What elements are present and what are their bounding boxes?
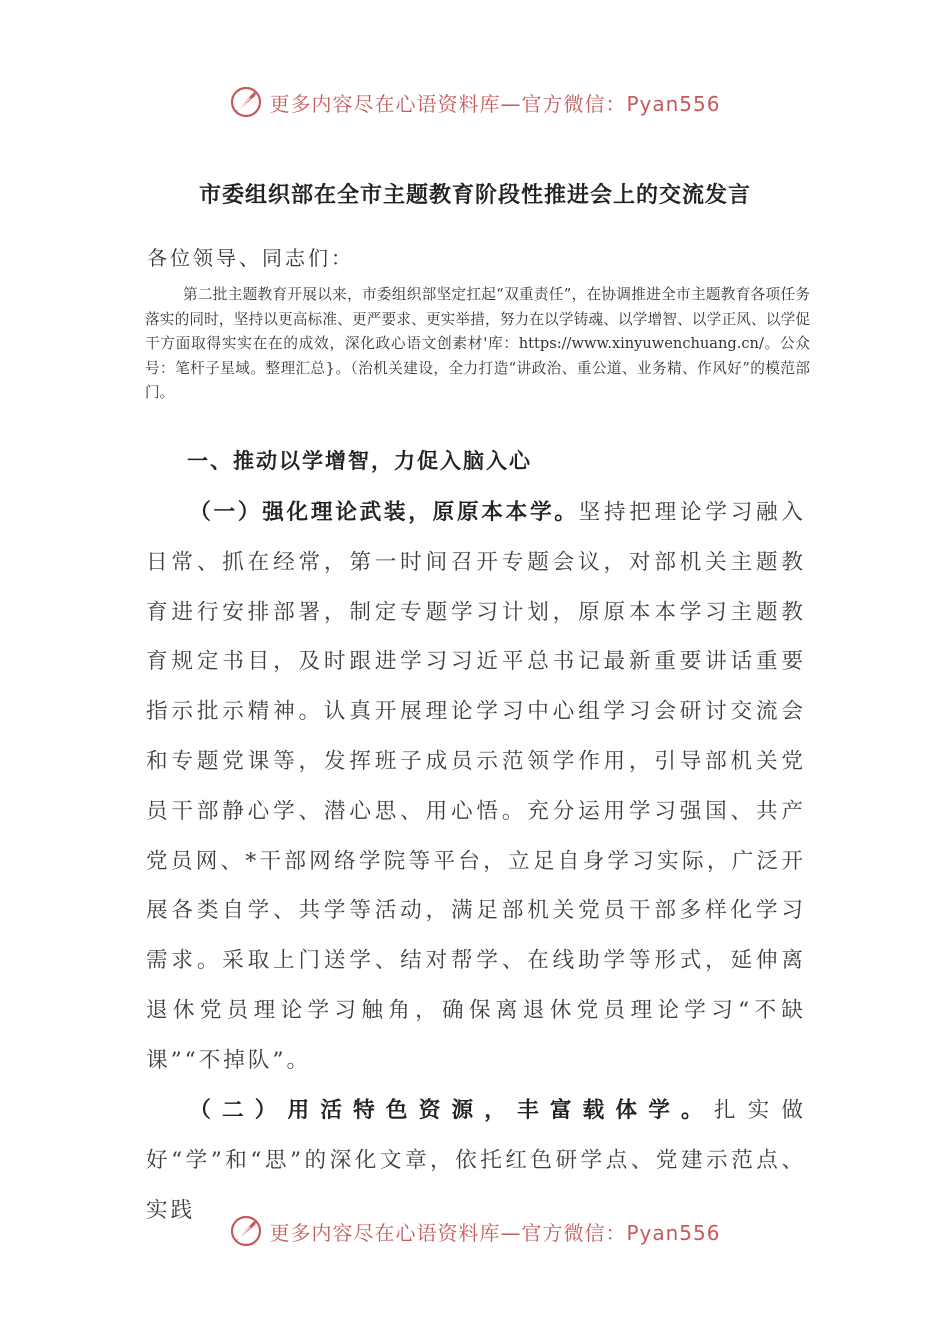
banner-text: 更多内容尽在心语资料库—官方微信：Pyan556 <box>269 1220 721 1245</box>
quill-logo-icon <box>229 85 263 119</box>
paragraph-lead: （一）强化理论武装，原原本本学。 <box>189 500 579 525</box>
paragraph-text: 扎实做好“学”和“思”的深化文章，依托红色研学点、党建示范点、实践 <box>146 1098 806 1223</box>
banner-text: 更多内容尽在心语资料库—官方微信：Pyan556 <box>269 91 721 116</box>
body-paragraph <box>146 488 806 1086</box>
salutation: 各位领导、同志们： <box>147 246 354 270</box>
page-title: 市委组织部在全市主题教育阶段性推进会上的交流发言 <box>198 183 751 208</box>
quill-logo-icon <box>229 1214 263 1248</box>
header-banner <box>0 82 950 122</box>
paragraph-lead: （二）用活特色资源，丰富载体学。 <box>189 1098 714 1123</box>
footer-banner <box>0 1211 950 1251</box>
intro-paragraph: 第二批主题教育开展以来，市委组织部坚定扛起“双重责任”，在协调推进全市主题教育各项任务落实的同时，坚持以更高标准、更严要求、更实举措，努力在以学铸魂、以学增智、以学正风、以学促干方面取得实实在在的成效，深化政心语文创素材'库：https://www.xinyuwenchuang.cn/。公众号：笔杆子星域。整理汇总}。（治机关建设，全力打造“讲政治、重公道、业务精、作风好”的模范部门。 <box>145 286 810 401</box>
paragraph-text: 坚持把理论学习融入日常、抓在经常，第一时间召开专题会议，对部机关主题教育进行安排部署，制定专题学习计划，原原本本学习主题教育规定书目，及时跟进学习习近平总书记最新重要讲话重要指示批示精神。认真开展理论学习中心组学习会研讨交流会和专题党课等，发挥班子成员示范领学作用，引导部机关党员干部静心学、潜心思、用心悟。充分运用学习强国、共产党员网、*干部网络学院等平台，立足自身学习实际，广泛开展各类自学、共学等活动，满足部机关党员干部多样化学习需求。采取上门送学、结对帮学、在线助学等形式，延伸离退休党员理论学习触角，确保离退休党员理论学习“不缺课”“不掉队”。 <box>146 500 806 1073</box>
section-heading: 一、推动以学增智，力促入脑入心 <box>187 449 532 473</box>
